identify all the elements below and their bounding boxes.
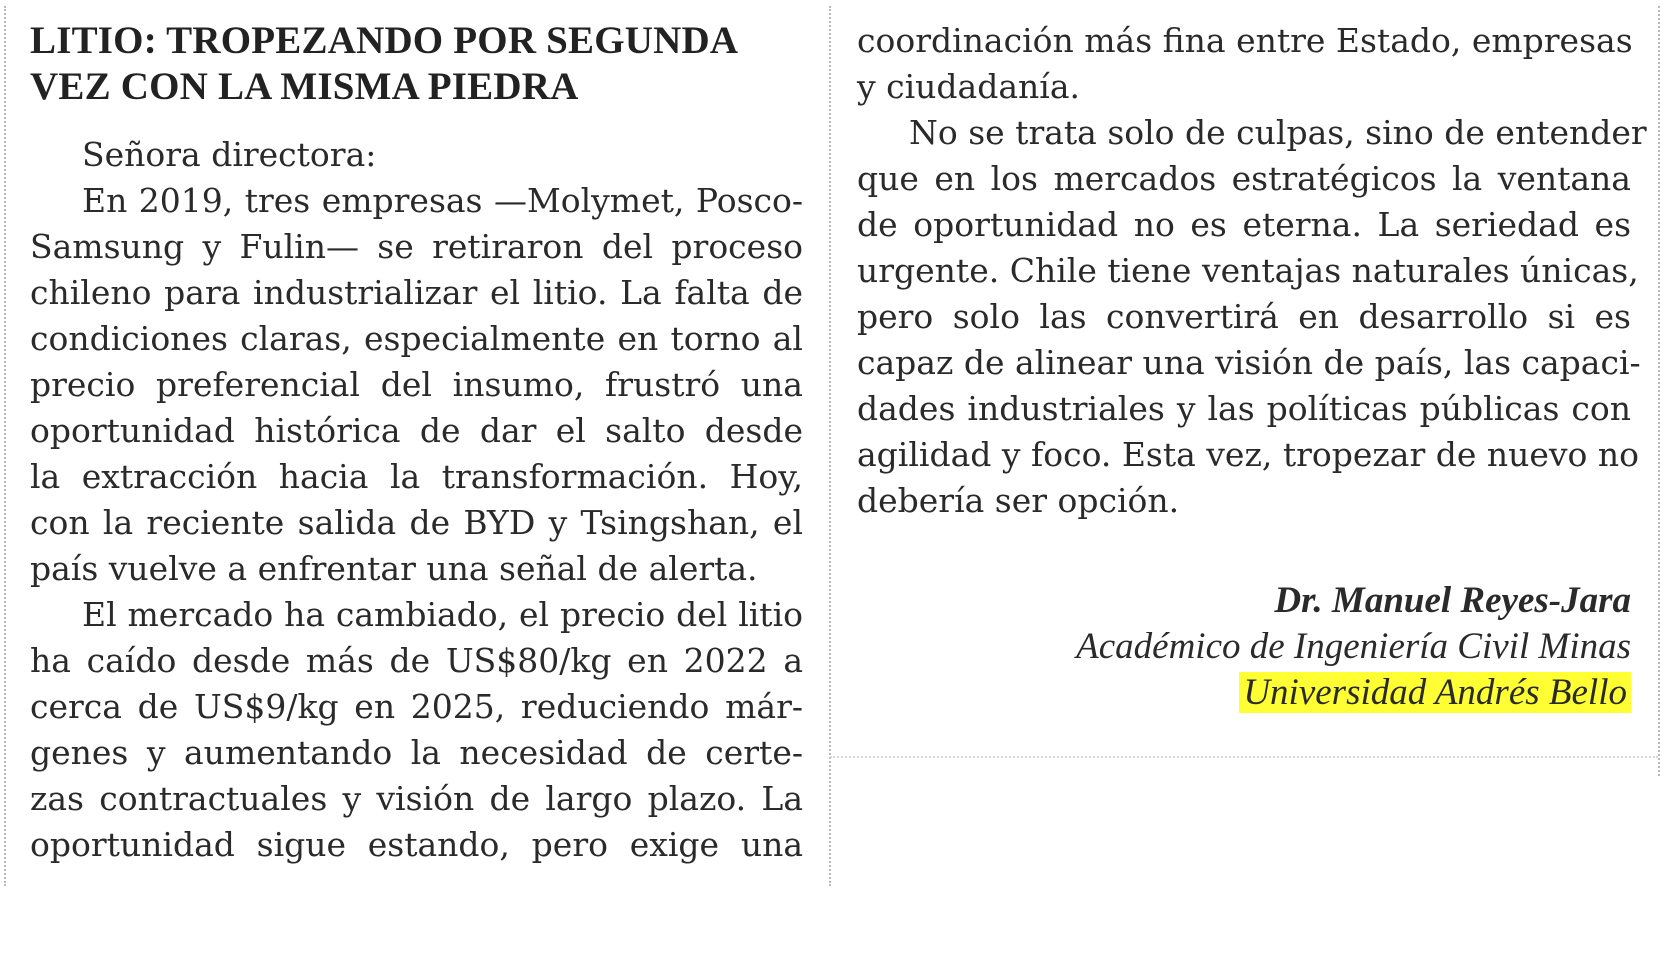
author-role: Académico de Ingeniería Civil Minas [1076,626,1631,667]
body-line: debería ser opción. [857,481,1180,520]
body-line: zas contractuales y visión de largo plazo. La [30,779,803,818]
institution-highlight: Universidad Andrés Bello [1239,672,1631,713]
right-column [857,18,1647,716]
body-line: urgente. Chile tiene ventajas naturales únicas, [857,251,1639,290]
signature-block [857,578,1631,716]
body-line: precio preferencial del insumo, frustró una [30,365,803,404]
body-line: dades industriales y las políticas públicas con [857,389,1631,428]
body-line: pero solo las convertirá en desarrollo si es [857,297,1631,336]
greeting: Señora directora: [82,135,377,174]
body-line: capaz de alinear una visión de país, las capaci- [857,343,1641,382]
left-column-rule [4,6,6,886]
body-line: chileno para industrializar el litio. La falta de [30,273,803,312]
body-line: de oportunidad no es eterna. La seriedad es [857,205,1631,244]
body-line: país vuelve a enfrentar una señal de alerta. [30,549,758,588]
body-line: El mercado ha cambiado, el precio del litio [82,595,803,634]
body-line: genes y aumentando la necesidad de certe- [30,733,803,772]
body-line: Samsung y Fulin— se retiraron del proceso [30,227,803,266]
body-line: coordinación más fina entre Estado, empresas [857,21,1633,60]
body-line: la extracción hacia la transformación. Hoy, [30,457,803,496]
article-headline: LITIO: TROPEZANDO POR SEGUNDA VEZ CON LA MISMA PIEDRA [30,19,739,108]
body-line: cerca de US$9/kg en 2025, reduciendo már- [30,687,803,726]
body-line: agilidad y foco. Esta vez, tropezar de nuevo no [857,435,1640,474]
author-name: Dr. Manuel Reyes-Jara [1274,580,1631,621]
body-line: que en los mercados estratégicos la ventana [857,159,1631,198]
body-line: En 2019, tres empresas —Molymet, Posco- [82,181,803,220]
body-line: oportunidad histórica de dar el salto desde [30,411,803,450]
body-line: No se trata solo de culpas, sino de entender [909,113,1647,152]
left-column [30,18,803,868]
body-line: condiciones claras, especialmente en torno al [30,319,803,358]
center-column-rule [829,6,831,886]
body-line: ha caído desde más de US$80/kg en 2022 a [30,641,803,680]
right-column-bottom-rule [830,756,1658,758]
author-institution [857,670,1631,716]
body-line: con la reciente salida de BYD y Tsingshan, el [30,503,803,542]
body-line: y ciudadanía. [857,67,1080,106]
body-line: oportunidad sigue estando, pero exige una [30,825,803,864]
right-column-rule [1658,6,1660,776]
